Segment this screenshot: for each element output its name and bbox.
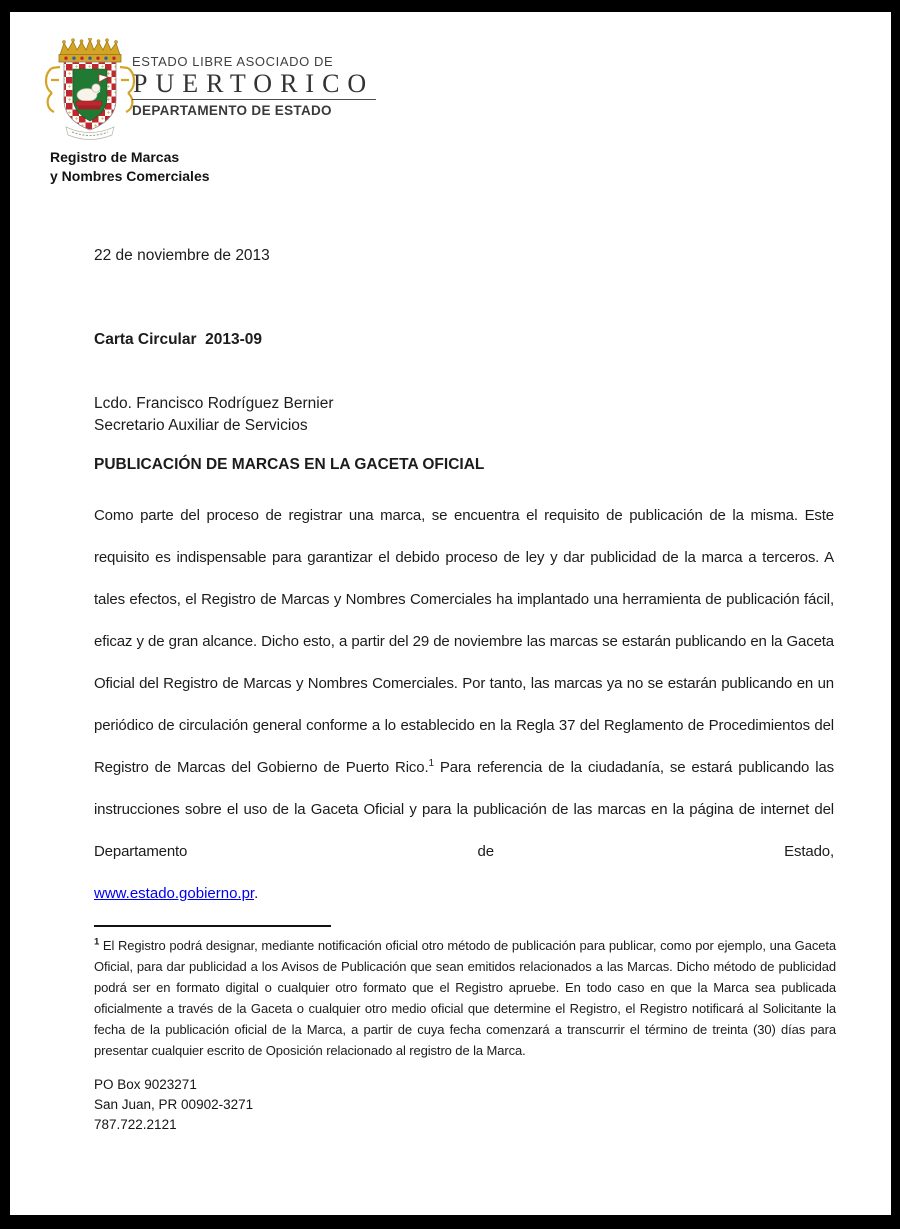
website-line (94, 873, 834, 915)
footer-city: San Juan, PR 00902-3271 (94, 1097, 254, 1112)
body-text-part1: Como parte del proceso de registrar una marca, se encuentra el requisito de publicación de la misma. Este requisito es indispensable para garantizar el debido proceso de ley y dar publicidad de la marca a terceros. A tales efectos, el Registro de Marcas y Nombres Comerciales ha implantado una herramienta de publicación fácil, eficaz y de gran alcance. Dicho esto, a partir del 29 de noviembre las marcas se estarán publicando en la Gaceta Oficial del Registro de Marcas y Nombres Comerciales. Por tanto, las marcas ya no se estarán publicando en un periódico de circulación general conforme a lo establecido en la Regla 37 del Reglamento de Procedimientos del Registro de Marcas del Gobierno de Puerto Rico. (94, 507, 834, 776)
website-link[interactable]: www.estado.gobierno.pr (94, 885, 255, 902)
letterhead-line1: ESTADO LIBRE ASOCIADO DE (132, 54, 334, 69)
office-name (50, 148, 210, 186)
footnote-text: El Registro podrá designar, mediante notificación oficial otro método de publicación para publicar, como por ejemplo, una Gaceta Oficial, para dar publicidad a los Avisos de Publicación que sean emitidos relacionados a las Marcas. Dicho método de publicidad podrá ser en formato digital o cualquier otro formato que el Registro apruebe. En todo caso en que la Marca sea publicada oficialmente a través de la Gaceta o cualquier otro medio oficial que determine el Registro, el Registro notificará al Solicitante la fecha de la publicación oficial de la Marca, a partir de cuya fecha comenzará a transcurrir el término de treinta (30) días para presentar cualquier escrito de Oposición relacionado al registro de la Marca. (94, 938, 836, 1058)
footnote-separator (94, 925, 331, 927)
body-text-part2: Para referencia de la ciudadanía, se estará publicando las instrucciones sobre el uso de la Gaceta Oficial y para la publicación de las marcas en la página de internet del Departamento de Estado, (94, 759, 834, 860)
footnote (94, 935, 836, 1061)
recipient-title: Secretario Auxiliar de Servicios (94, 417, 308, 434)
recipient-block (94, 393, 834, 437)
footnote-reference: 1 (428, 758, 434, 769)
office-line1: Registro de Marcas (50, 149, 180, 165)
letter-page (10, 12, 891, 1215)
letter-footer (94, 1075, 834, 1135)
letterhead-agency-name: PUERTORICO (132, 70, 376, 100)
letter-subject: PUBLICACIÓN DE MARCAS EN LA GACETA OFICIAL (94, 456, 485, 473)
link-period: . (254, 885, 259, 902)
footer-phone: 787.722.2121 (94, 1117, 177, 1132)
footer-po-box: PO Box 9023271 (94, 1077, 197, 1092)
letter-content (94, 246, 834, 1135)
puerto-rico-coat-of-arms-icon (40, 38, 140, 144)
circular-reference: Carta Circular 2013-09 (94, 331, 263, 348)
letterhead (132, 54, 376, 118)
body-paragraph (94, 495, 834, 873)
letter-date: 22 de noviembre de 2013 (94, 247, 270, 264)
letterhead-department: DEPARTAMENTO DE ESTADO (132, 103, 332, 119)
footnote-marker: 1 (94, 936, 100, 948)
office-line2: y Nombres Comerciales (50, 168, 210, 184)
recipient-name: Lcdo. Francisco Rodríguez Bernier (94, 395, 334, 412)
